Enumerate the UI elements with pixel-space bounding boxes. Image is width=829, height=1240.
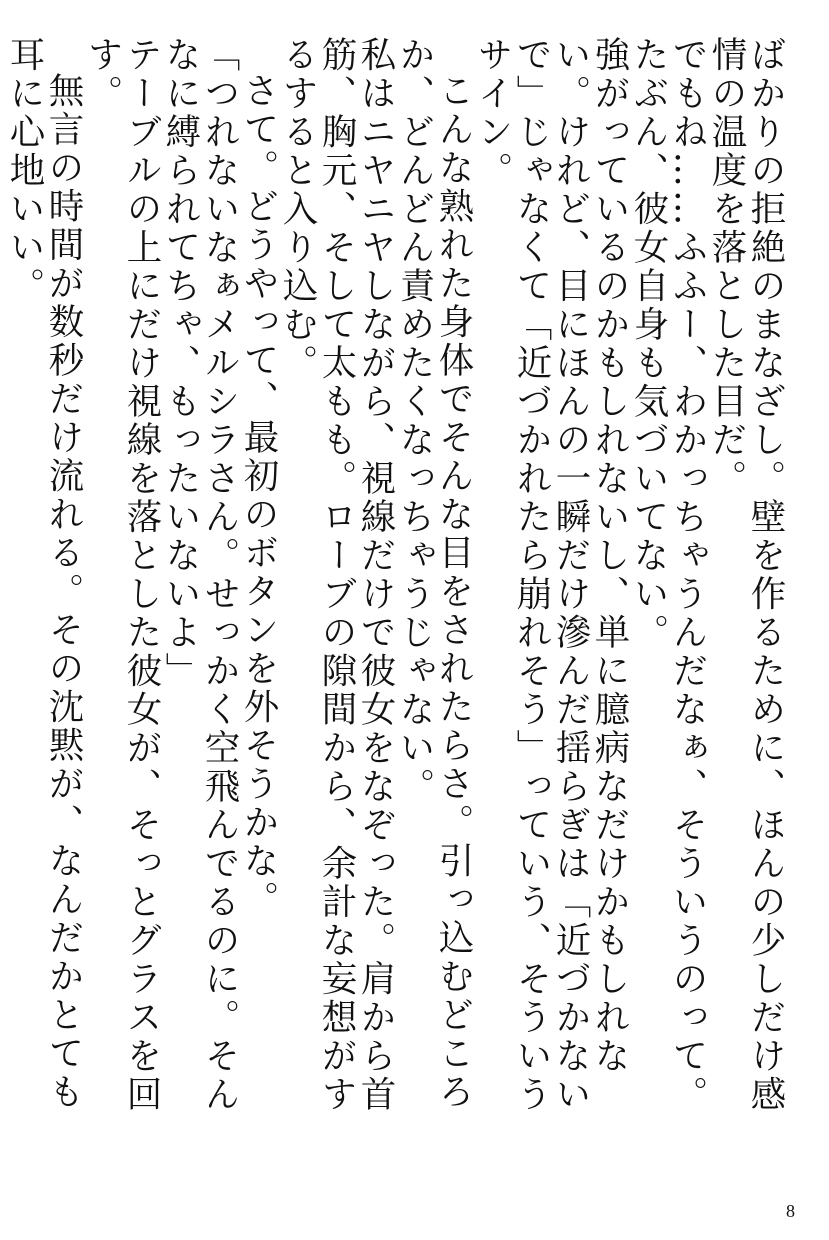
paragraph: さて。どうやって、最初のボタンを外そうかな。	[238, 71, 279, 919]
page-number: 8	[786, 1201, 795, 1221]
vertical-body-text	[4, 36, 786, 1116]
paragraph: テーブルの上にだけ視線を落とした彼女が、そっとグラスを回す。	[82, 36, 162, 1114]
paragraph: たぶん、彼女自身も気づいてない。	[628, 36, 669, 652]
paragraph: 私はニヤニヤしながら、視線だけで彼女をなぞった。肩から首筋、胸元、そして太もも。ローブの隙間から、余計な妄想がするすると入り込む。	[277, 36, 396, 1114]
paragraph: でもね……ふふー、わかっちゃうんだなぁ、そういうのって。	[667, 36, 708, 1114]
paragraph: 「つれないなぁメルシラさん。せっかく空飛んでるのに。そんなに縛られてちゃ、もったいないよ」	[160, 36, 240, 1114]
paragraph: ばかりの拒絶のまなざし。壁を作るために、ほんの少しだけ感情の温度を落とした目だ。	[706, 36, 786, 1114]
paragraph: こんな熟れた身体でそんな目をされたらさ。引っ込むどころか、どんどん責めたくなっちゃうじゃない。	[394, 36, 474, 1111]
paragraph: 強がっているのかもしれないし、単に臆病なだけかもしれない。けれど、目にほんの一瞬だけ滲んだ揺らぎは「近づかないで」じゃなくて「近づかれたら崩れそう」っていう、そういうサイン。	[472, 36, 630, 1114]
paragraph: 無言の時間が数秒だけ流れる。その沈黙が、なんだかとても耳に心地いい。	[4, 36, 84, 1111]
